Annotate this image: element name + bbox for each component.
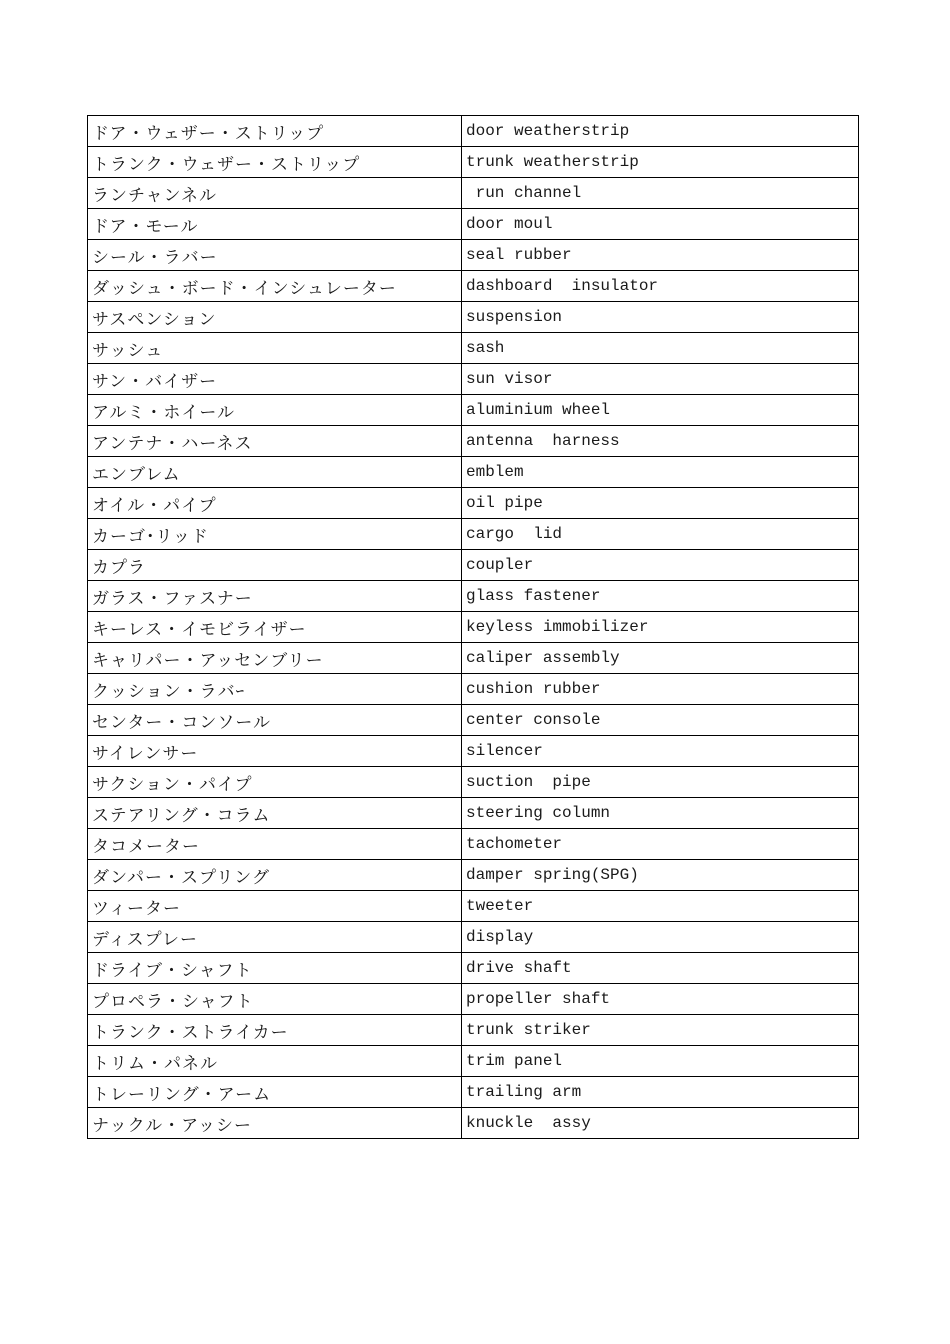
japanese-term-cell: センター・コンソール [88,705,462,736]
table-row [88,891,859,922]
japanese-term-cell: ドア・モール [88,209,462,240]
english-term-cell: center console [462,705,859,736]
table-row [88,209,859,240]
english-term-cell: emblem [462,457,859,488]
table-row [88,984,859,1015]
english-term-cell: suspension [462,302,859,333]
table-row [88,116,859,147]
table-row [88,1077,859,1108]
table-row [88,271,859,302]
table-row [88,1015,859,1046]
japanese-term-cell: プロペラ・シャフト [88,984,462,1015]
table-row [88,550,859,581]
english-term-cell: glass fastener [462,581,859,612]
english-term-cell: cushion rubber [462,674,859,705]
japanese-term-cell: サクション・パイプ [88,767,462,798]
japanese-term-cell: トランク・ストライカー [88,1015,462,1046]
table-row [88,426,859,457]
table-row [88,612,859,643]
japanese-term-cell: カーゴ･リッド [88,519,462,550]
table-row [88,1108,859,1139]
english-term-cell: silencer [462,736,859,767]
english-term-cell: tachometer [462,829,859,860]
document-page [87,115,858,1139]
japanese-term-cell: オイル・パイプ [88,488,462,519]
japanese-term-cell: ランチャンネル [88,178,462,209]
table-row [88,860,859,891]
japanese-term-cell: ツィーター [88,891,462,922]
table-row [88,240,859,271]
table-row [88,302,859,333]
english-term-cell: dashboard insulator [462,271,859,302]
english-term-cell: door moul [462,209,859,240]
english-term-cell: suction pipe [462,767,859,798]
japanese-term-cell: ドライブ・シャフト [88,953,462,984]
japanese-term-cell: ダンパー・スプリング [88,860,462,891]
japanese-term-cell: シール・ラバー [88,240,462,271]
table-row [88,953,859,984]
japanese-term-cell: サイレンサー [88,736,462,767]
english-term-cell: coupler [462,550,859,581]
english-term-cell: run channel [462,178,859,209]
japanese-term-cell: サン・バイザー [88,364,462,395]
english-term-cell: caliper assembly [462,643,859,674]
japanese-term-cell: アルミ・ホイール [88,395,462,426]
japanese-term-cell: トレーリング・アーム [88,1077,462,1108]
japanese-term-cell: サッシュ [88,333,462,364]
japanese-term-cell: ガラス・ファスナー [88,581,462,612]
japanese-term-cell: ダッシュ・ボード・インシュレーター [88,271,462,302]
english-term-cell: oil pipe [462,488,859,519]
japanese-term-cell: キャリパー・アッセンブリー [88,643,462,674]
english-term-cell: display [462,922,859,953]
table-row [88,147,859,178]
table-row [88,643,859,674]
english-term-cell: drive shaft [462,953,859,984]
english-term-cell: tweeter [462,891,859,922]
table-row [88,488,859,519]
table-row [88,705,859,736]
english-term-cell: keyless immobilizer [462,612,859,643]
table-row [88,798,859,829]
english-term-cell: trim panel [462,1046,859,1077]
table-row [88,178,859,209]
table-row [88,519,859,550]
table-row [88,581,859,612]
glossary-body [88,116,859,1139]
english-term-cell: sash [462,333,859,364]
japanese-term-cell: カプラ [88,550,462,581]
japanese-term-cell: トリム・パネル [88,1046,462,1077]
english-term-cell: door weatherstrip [462,116,859,147]
english-term-cell: antenna harness [462,426,859,457]
table-row [88,395,859,426]
english-term-cell: knuckle assy [462,1108,859,1139]
table-row [88,1046,859,1077]
japanese-term-cell: サスペンション [88,302,462,333]
table-row [88,829,859,860]
japanese-term-cell: ドア・ウェザー・ストリップ [88,116,462,147]
table-row [88,457,859,488]
japanese-term-cell: アンテナ・ハーネス [88,426,462,457]
table-row [88,767,859,798]
english-term-cell: trunk weatherstrip [462,147,859,178]
english-term-cell: trunk striker [462,1015,859,1046]
table-row [88,364,859,395]
japanese-term-cell: ナックル・アッシー [88,1108,462,1139]
table-row [88,736,859,767]
japanese-term-cell: ディスプレー [88,922,462,953]
english-term-cell: damper spring(SPG) [462,860,859,891]
english-term-cell: sun visor [462,364,859,395]
glossary-table [87,115,859,1139]
japanese-term-cell: エンブレム [88,457,462,488]
japanese-term-cell: タコメーター [88,829,462,860]
english-term-cell: seal rubber [462,240,859,271]
japanese-term-cell: キーレス・イモビライザー [88,612,462,643]
japanese-term-cell: クッション・ラバｰ [88,674,462,705]
japanese-term-cell: ステアリング・コラム [88,798,462,829]
english-term-cell: aluminium wheel [462,395,859,426]
table-row [88,922,859,953]
english-term-cell: steering column [462,798,859,829]
english-term-cell: trailing arm [462,1077,859,1108]
english-term-cell: cargo lid [462,519,859,550]
table-row [88,674,859,705]
japanese-term-cell: トランク・ウェザー・ストリップ [88,147,462,178]
table-row [88,333,859,364]
english-term-cell: propeller shaft [462,984,859,1015]
